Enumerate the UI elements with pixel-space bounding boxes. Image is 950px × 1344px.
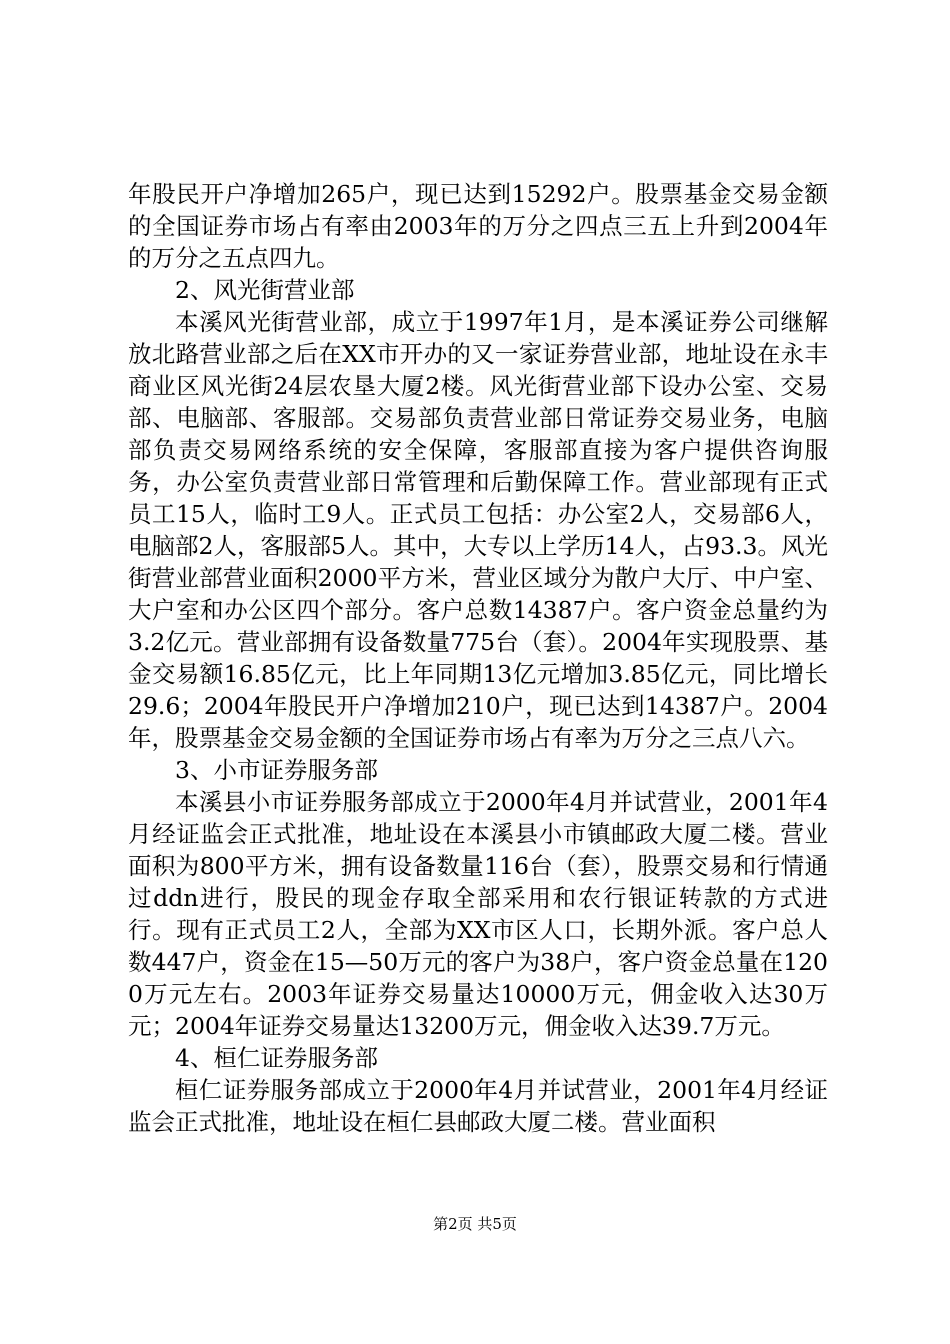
section-heading-fengguangjie: 2、风光街营业部	[175, 276, 355, 304]
paragraph-fengguangjie: 本溪风光街营业部，成立于1997年1月，是本溪证券公司继解放北路营业部之后在XX市开办的又一家证券营业部，地址设在永丰商业区风光街24层农垦大厦2楼。风光街营业部下设办公室、交易部、电脑部、客服部。交易部负责营业部日常证券交易业务，电脑部负责交易网络系统的安全保障，客服部直接为客户提供咨询服务，办公室负责营业部日常管理和后勤保障工作。营业部现有正式员工15人，临时工9人。正式员工包括：办公室2人，交易部6人，电脑部2人，客服部5人。其中，大专以上学历14人，占93.3。风光街营业部营业面积2000平方米，营业区域分为散户大厅、中户室、大户室和办公区四个部分。客户总数14387户。客户资金总量约为3.2亿元。营业部拥有设备数量775台（套）。2004年实现股票、基金交易额16.85亿元，比上年同期13亿元增加3.85亿元，同比增长29.6；2004年股民开户净增加210户，现已达到14387户。2004年，股票基金交易金额的全国证券市场占有率为万分之三点八六。	[128, 308, 828, 752]
page-number-footer: 第2页 共5页	[433, 1215, 517, 1233]
section-heading-xiaoshi: 3、小市证券服务部	[175, 756, 378, 784]
paragraph-continued: 年股民开户净增加265户，现已达到15292户。股票基金交易金额的全国证券市场占有率由2003年的万分之四点三五上升到2004年的万分之五点四九。	[128, 180, 828, 272]
section-heading-huanren: 4、桓仁证券服务部	[175, 1044, 378, 1072]
document-body	[128, 178, 828, 1138]
paragraph-huanren: 桓仁证券服务部成立于2000年4月并试营业，2001年4月经证监会正式批准，地址设在桓仁县邮政大厦二楼。营业面积	[128, 1076, 828, 1136]
paragraph-xiaoshi: 本溪县小市证券服务部成立于2000年4月并试营业，2001年4月经证监会正式批准，地址设在本溪县小市镇邮政大厦二楼。营业面积为800平方米，拥有设备数量116台（套），股票交易和行情通过ddn进行，股民的现金存取全部采用和农行银证转款的方式进行。现有正式员工2人，全部为XX市区人口，长期外派。客户总人数447户，资金在15—50万元的客户为38户，客户资金总量在1200万元左右。2003年证券交易量达10000万元，佣金收入达30万元；2004年证券交易量达13200万元，佣金收入达39.7万元。	[128, 788, 828, 1040]
